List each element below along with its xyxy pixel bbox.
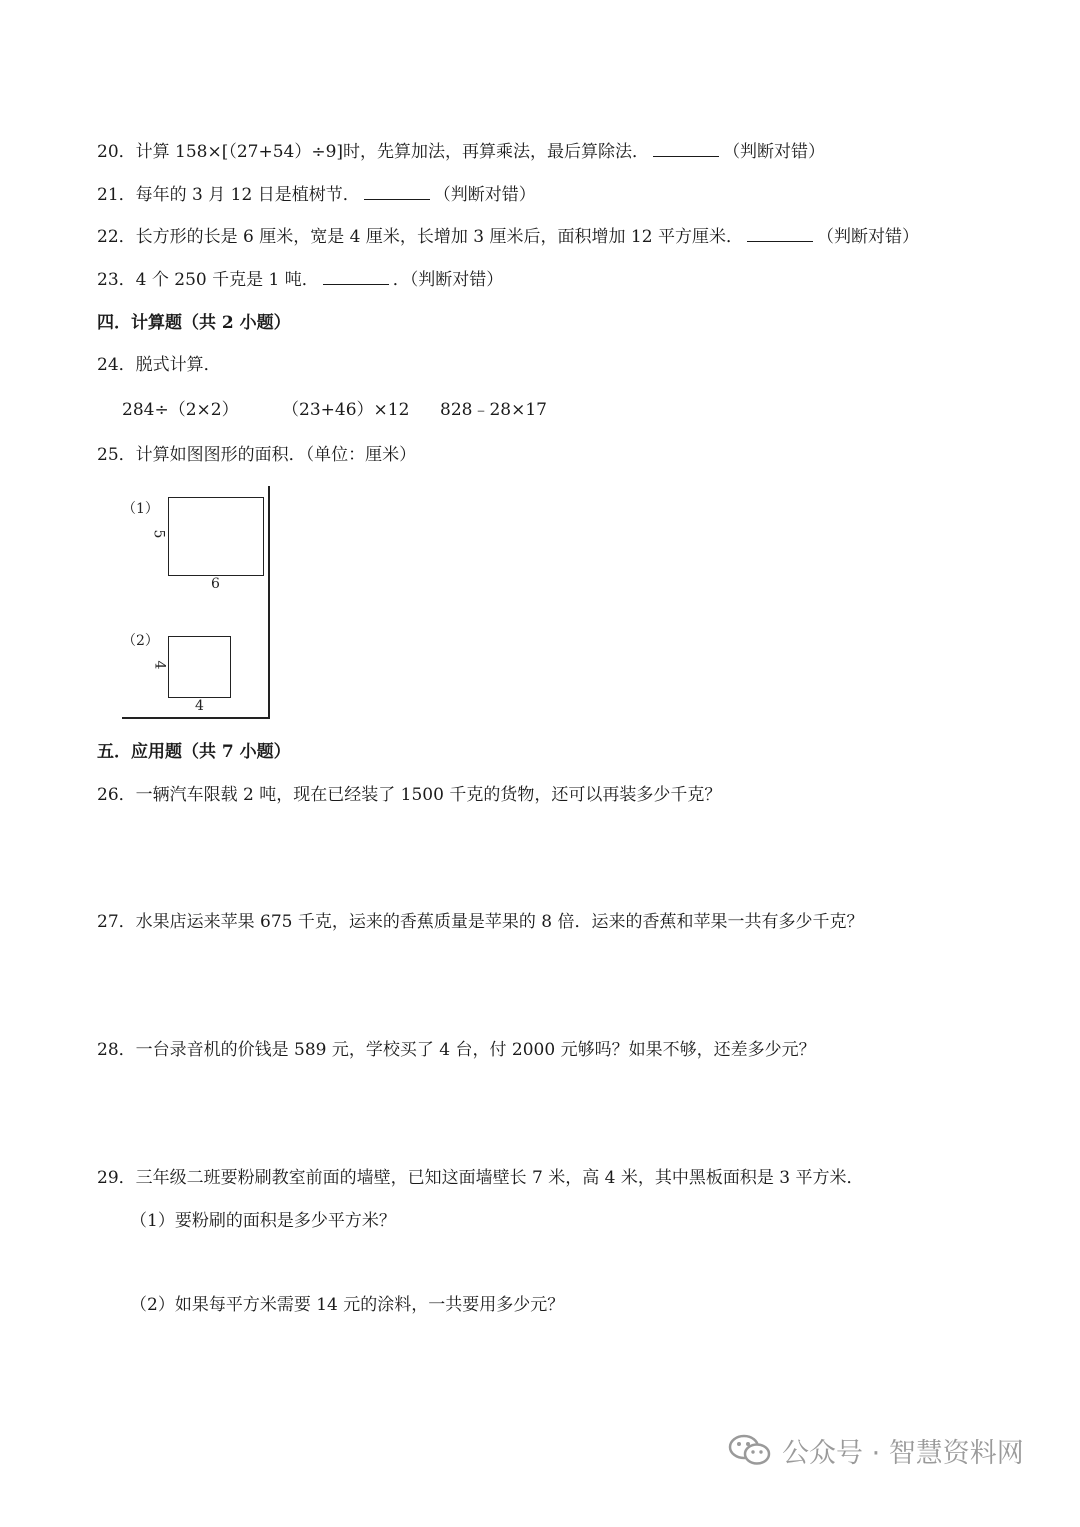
figure-bottom-border — [122, 717, 270, 719]
square-2 — [168, 636, 231, 698]
square2-bottom-label: 4 — [195, 698, 204, 714]
expr-3: 828﹣28×17 — [440, 400, 547, 420]
answer-blank[interactable] — [364, 183, 430, 200]
q23 — [97, 268, 503, 292]
q27-text: 27．水果店运来苹果 675 千克，运来的香蕉质量是苹果的 8 倍．运来的香蕉和苹果一共有多少千克？ — [97, 912, 864, 932]
q20 — [97, 140, 825, 164]
q22-suffix: （判断对错） — [816, 227, 919, 247]
q20-text: 20．计算 158×[（27+54）÷9]时，先算加法，再算乘法，最后算除法． — [97, 142, 650, 162]
figure-right-border — [268, 486, 270, 719]
rect1-bottom-label: 6 — [211, 576, 220, 592]
section4-heading: 四．计算题（共 2 小题） — [97, 313, 291, 333]
q22 — [97, 225, 919, 249]
q23-suffix: ．（判断对错） — [392, 270, 504, 290]
wechat-icon — [728, 1434, 772, 1466]
watermark-text: 公众号 · 智慧资料网 — [782, 1437, 1024, 1469]
q28-text: 28．一台录音机的价钱是 589 元，学校买了 4 台，付 2000 元够吗？如果不够，还差多少元？ — [97, 1040, 816, 1060]
q21-suffix: （判断对错） — [433, 185, 536, 205]
area-figure — [118, 484, 278, 724]
q29-sub2: （2）如果每平方米需要 14 元的涂料，一共要用多少元？ — [130, 1295, 565, 1315]
rect1-side-label: 5 — [150, 529, 167, 539]
q24-text: 24．脱式计算． — [97, 355, 221, 375]
expr-1: 284÷（2×2） — [122, 400, 239, 420]
q26-text: 26．一辆汽车限载 2 吨，现在已经装了 1500 千克的货物，还可以再装多少千克？ — [97, 785, 722, 805]
q21 — [97, 183, 536, 207]
q29-text: 29．三年级二班要粉刷教室前面的墙壁，已知这面墙壁长 7 米，高 4 米，其中黑板面积是 3 平方米． — [97, 1168, 864, 1188]
rectangle-1 — [168, 497, 264, 576]
answer-blank[interactable] — [747, 225, 813, 242]
answer-blank[interactable] — [323, 268, 389, 285]
q24-expressions — [122, 398, 547, 422]
q22-text: 22．长方形的长是 6 厘米，宽是 4 厘米，长增加 3 厘米后，面积增加 12 平方厘米． — [97, 227, 743, 247]
square2-side-label: 4 — [151, 660, 168, 670]
figure-label-1: （1） — [122, 501, 159, 517]
watermark — [728, 1430, 1024, 1470]
q29-sub1: （1）要粉刷的面积是多少平方米？ — [130, 1211, 396, 1231]
q23-text: 23．4 个 250 千克是 1 吨． — [97, 270, 319, 290]
q21-text: 21．每年的 3 月 12 日是植树节． — [97, 185, 360, 205]
q25-text: 25．计算如图图形的面积．（单位：厘米） — [97, 445, 417, 465]
section5-heading: 五．应用题（共 7 小题） — [97, 742, 291, 762]
q20-suffix: （判断对错） — [723, 142, 826, 162]
answer-blank[interactable] — [653, 140, 719, 157]
expr-2: （23+46）×12 — [282, 400, 410, 420]
figure-label-2: （2） — [122, 633, 159, 649]
